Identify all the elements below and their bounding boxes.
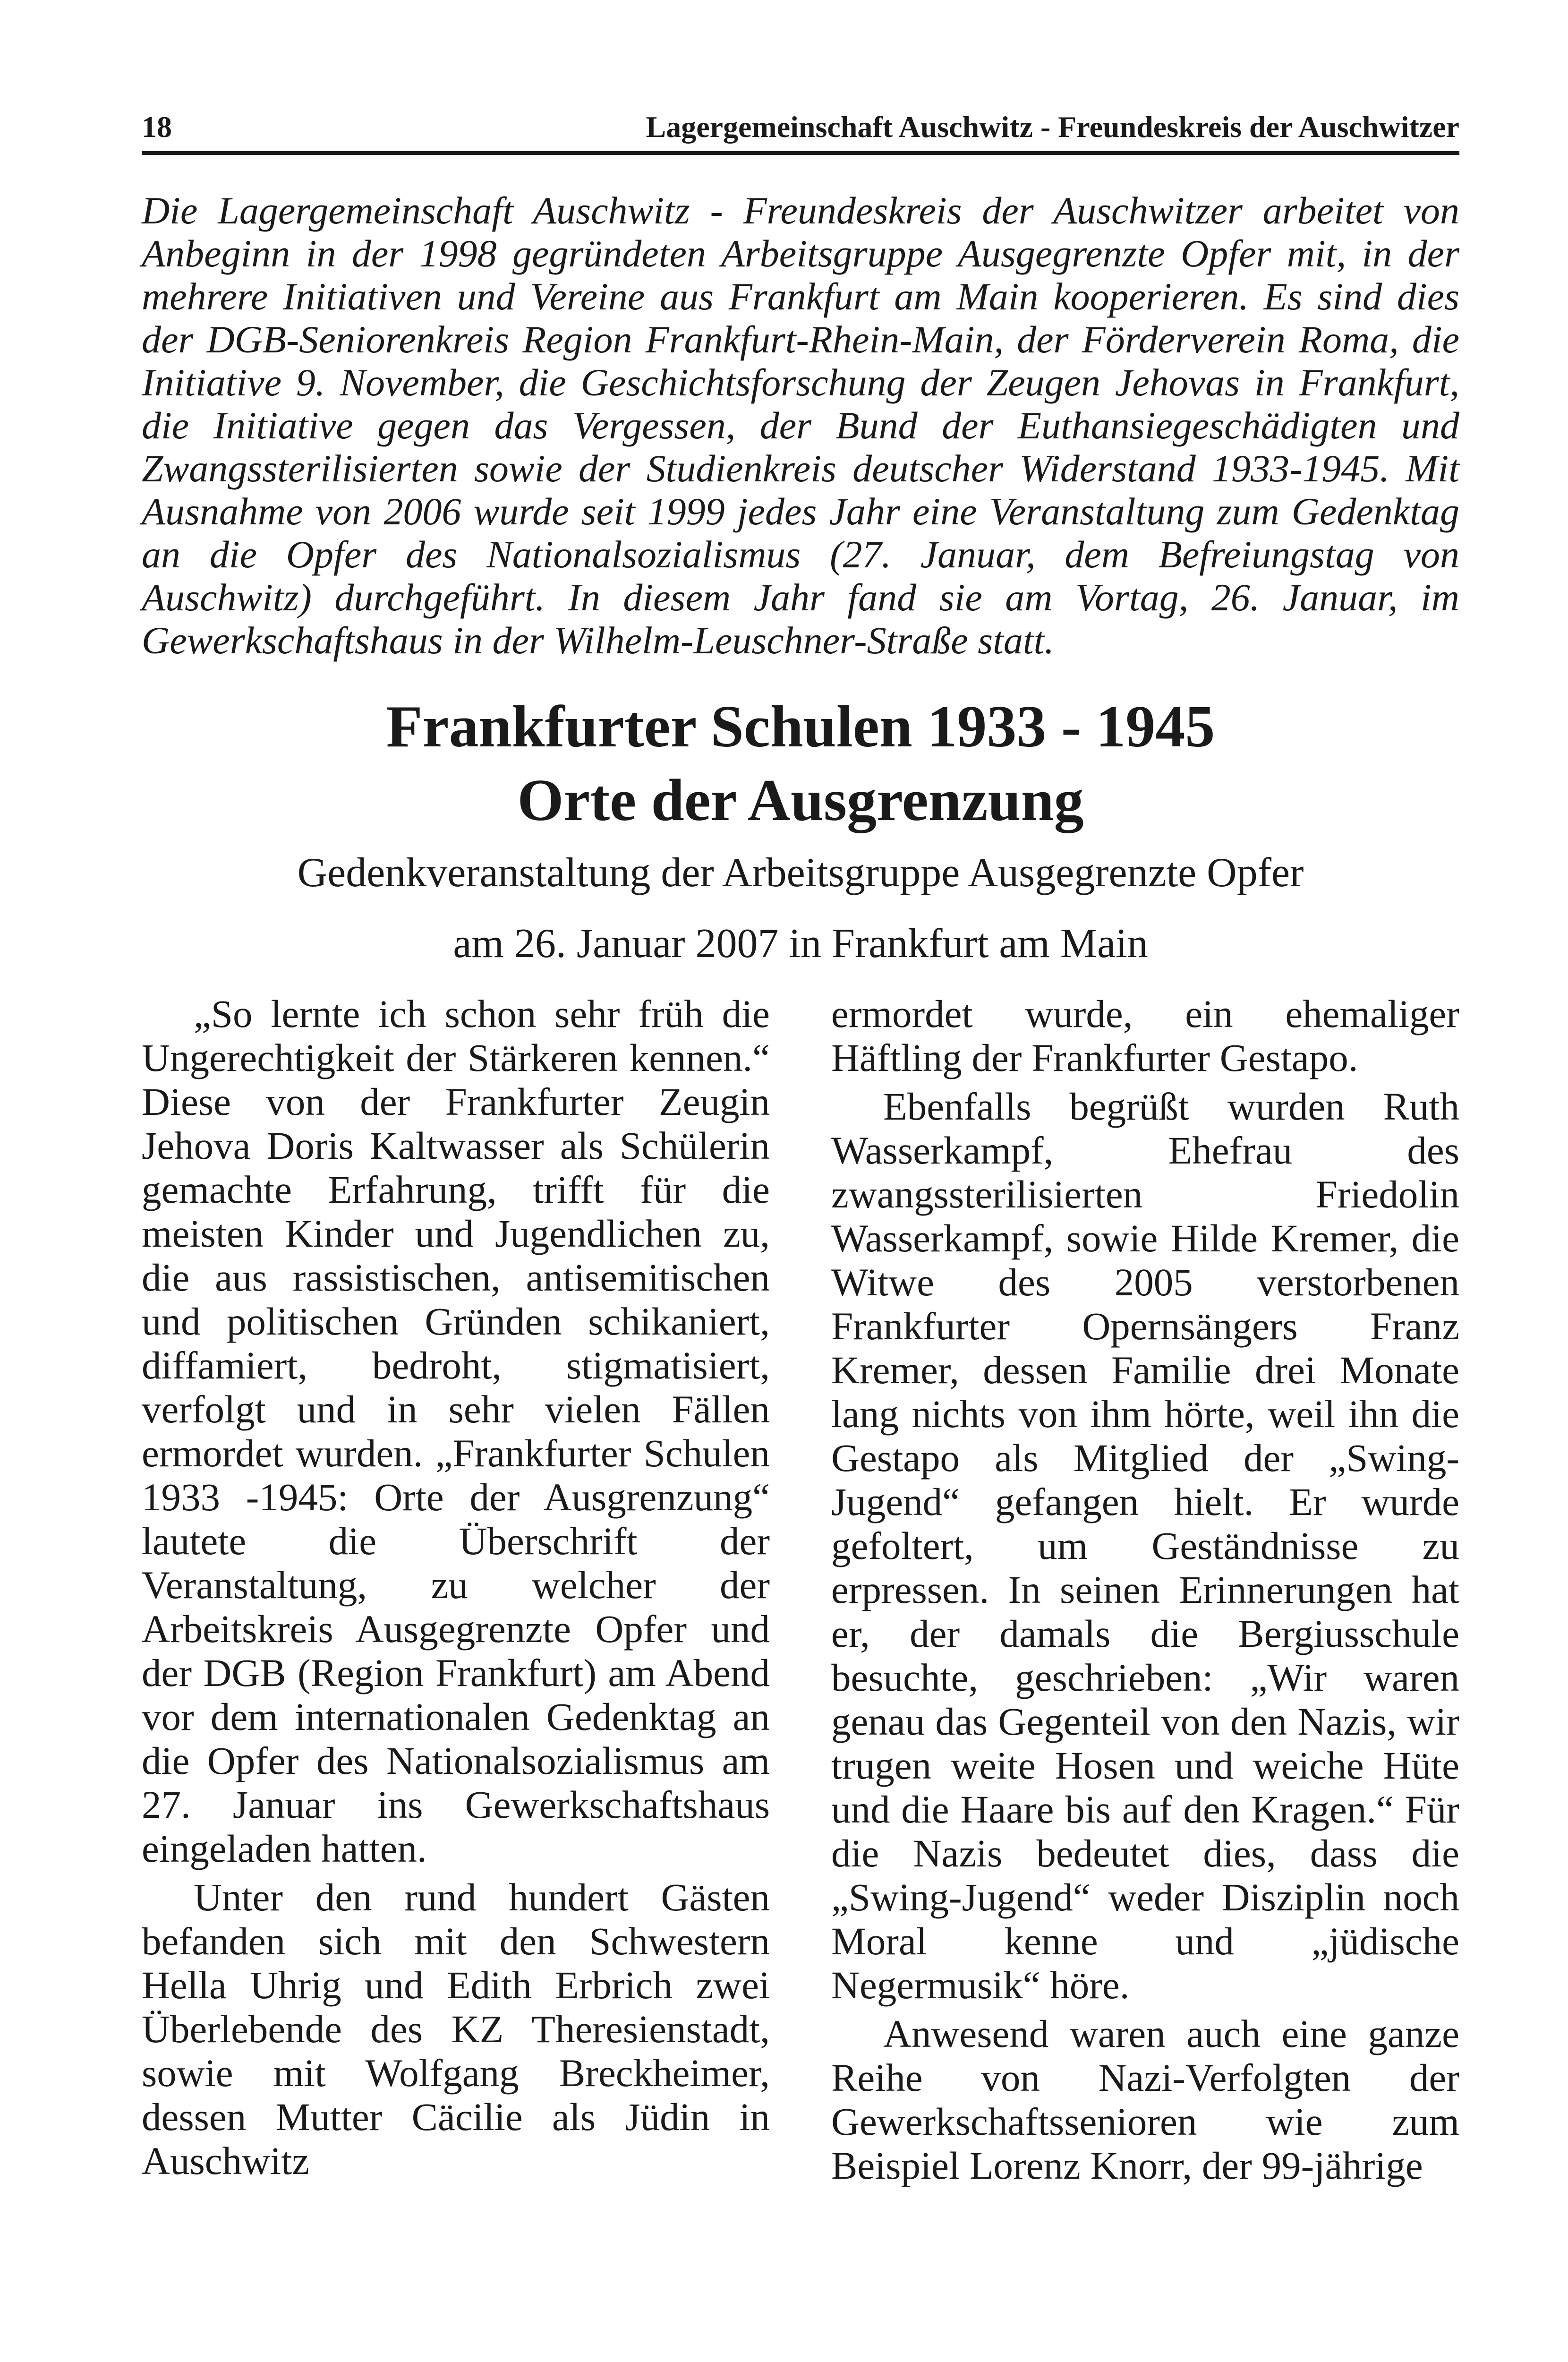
body-paragraph: Unter den rund hundert Gästen befanden sich mit den Schwestern Hella Uhrig und Edith Erbrich zwei Überlebende des KZ Theresienstadt, sowie mit Wolfgang Breckheimer, dessen Mutter Cäcilie als Jüdin in Auschwitz [142,1875,770,2182]
article-body [142,992,1459,2192]
intro-paragraph: Die Lagergemeinschaft Auschwitz - Freundeskreis der Auschwitzer arbeitet von Anbeginn in der 1998 gegründeten Arbeitsgruppe Ausgegrenzte Opfer mit, in der mehrere Initiativen und Vereine aus Frankfurt am Main kooperieren. Es sind dies der DGB-Seniorenkreis Region Frankfurt-Rhein-Main, der Förderverein Roma, die Initiative 9. November, die Geschichtsforschung der Zeugen Jehovas in Frankfurt, die Initiative gegen das Vergessen, der Bund der Euthansiegeschädigten und Zwangssterilisierten sowie der Studienkreis deutscher Widerstand 1933-1945. Mit Ausnahme von 2006 wurde seit 1999 jedes Jahr eine Veranstaltung zum Gedenktag an die Opfer des Nationalsozialismus (27. Januar, dem Befreiungstag von Auschwitz) durchgeführt. In diesem Jahr fand sie am Vortag, 26. Januar, im Gewerkschaftshaus in der Wilhelm-Leuschner-Straße statt. [142,189,1459,662]
running-header [142,104,1459,155]
body-paragraph: Ebenfalls begrüßt wurden Ruth Wasserkampf, Ehefrau des zwangssterilisierten Friedolin Wasserkampf, sowie Hilde Kremer, die Witwe des 2005 verstorbenen Frankfurter Opernsängers Franz Kremer, dessen Familie drei Monate lang nichts von ihm hörte, weil ihn die Gestapo als Mitglied der „Swing-Jugend“ gefangen hielt. Er wurde gefoltert, um Geständnisse zu erpressen. In seinen Erinnerungen hat er, der damals die Bergiusschule besuchte, geschrieben: „Wir waren genau das Gegenteil von den Nazis, wir trugen weite Hosen und weiche Hüte und die Haare bis auf den Kragen.“ Für die Nazis bedeutet dies, dass die „Swing-Jugend“ weder Disziplin noch Moral kenne und „jüdische Negermusik“ höre. [831,1085,1459,2007]
article-title-line-2: Orte der Ausgrenzung [517,768,1084,833]
article-title-line-1: Frankfurter Schulen 1933 - 1945 [386,694,1215,760]
page-number: 18 [142,110,172,144]
body-paragraph-continued: ermordet wurde, ein ehemaliger Häftling der Frankfurter Gestapo. [831,992,1459,1079]
running-header-title: Lagergemeinschaft Auschwitz - Freundeskreis der Auschwitzer [646,110,1459,144]
right-column [831,992,1459,2192]
article-subtitle-line-1: Gedenkveranstaltung der Arbeitsgruppe Ausgegrenzte Opfer [297,850,1304,896]
document-page [142,104,1459,2324]
article-headline [142,690,1459,979]
body-paragraph: Anwesend waren auch eine ganze Reihe von Nazi-Verfolgten der Gewerkschaftssenioren wie zum Beispiel Lorenz Knorr, der 99-jährige [831,2012,1459,2187]
article-subtitle-line-2: am 26. Januar 2007 in Frankfurt am Main [453,921,1148,967]
left-column [142,992,770,2192]
body-paragraph: „So lernte ich schon sehr früh die Ungerechtigkeit der Stärkeren kennen.“ Diese von der Frankfurter Zeugin Jehova Doris Kaltwasser als Schülerin gemachte Erfahrung, trifft für die meisten Kinder und Jugendlichen zu, die aus rassistischen, antisemitischen und politischen Gründen schikaniert, diffamiert, bedroht, stigmatisiert, verfolgt und in sehr vielen Fällen ermordet wurden. „Frankfurter Schulen 1933 -1945: Orte der Ausgrenzung“ lautete die Überschrift der Veranstaltung, zu welcher der Arbeitskreis Ausgegrenzte Opfer und der DGB (Region Frankfurt) am Abend vor dem internationalen Gedenktag an die Opfer des Nationalsozialismus am 27. Januar ins Gewerkschaftshaus eingeladen hatten. [142,992,770,1870]
